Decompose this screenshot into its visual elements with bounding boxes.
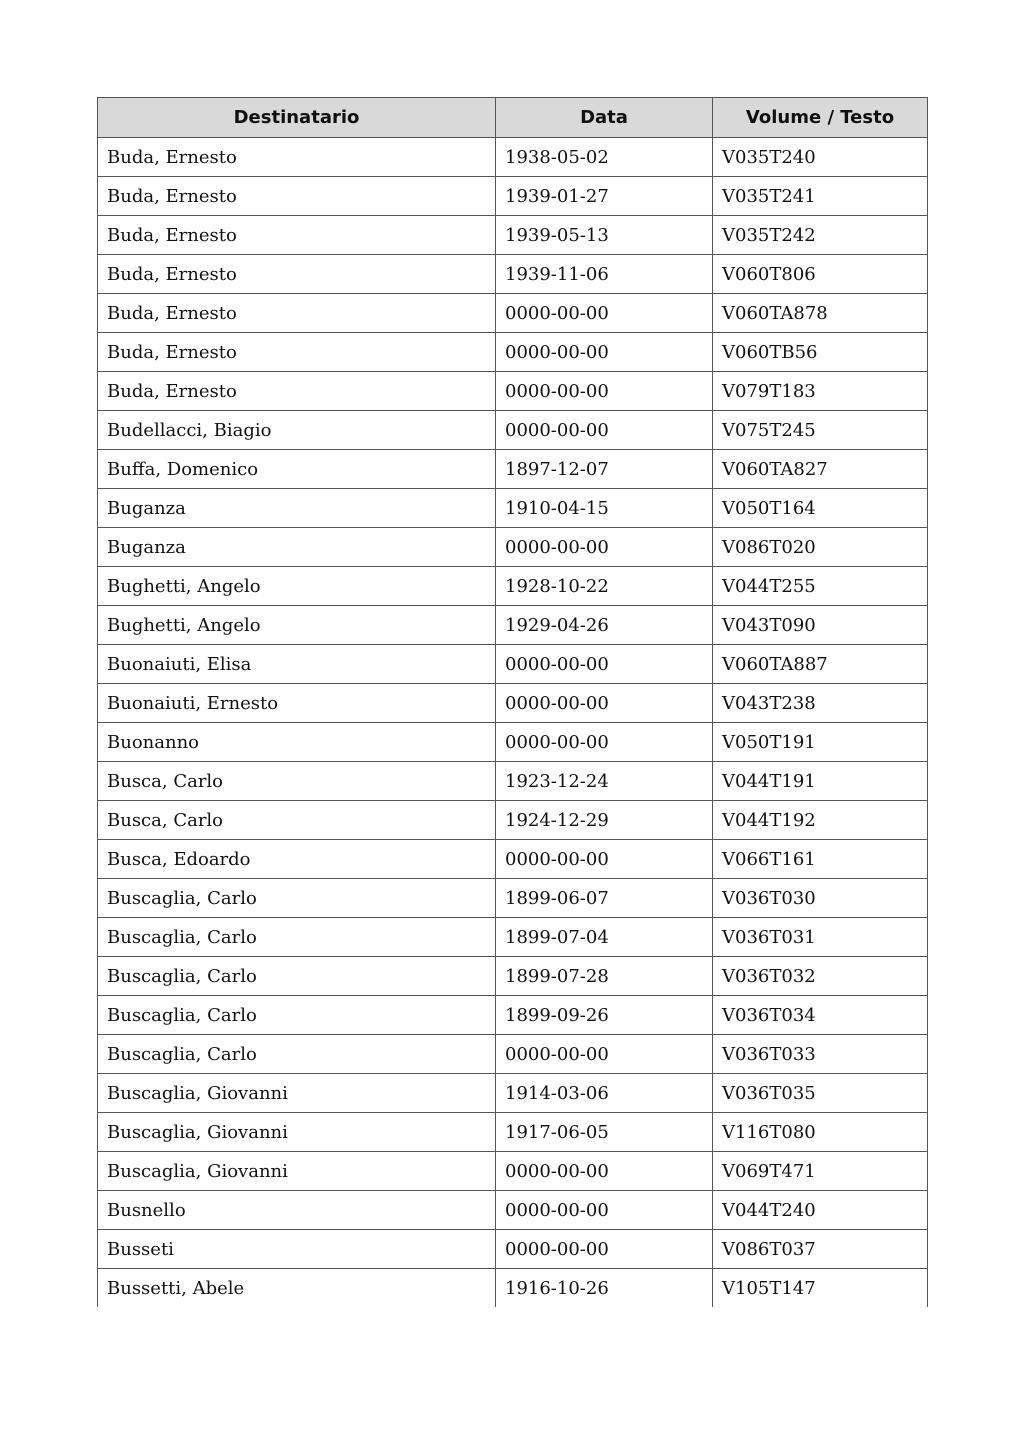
date-cell: 1939-11-06 (496, 255, 713, 294)
recipient-cell: Buda, Ernesto (98, 294, 496, 333)
recipient-cell: Bughetti, Angelo (98, 567, 496, 606)
table-row (98, 450, 928, 489)
recipient-cell: Buda, Ernesto (98, 138, 496, 177)
table-row (98, 684, 928, 723)
table-row (98, 918, 928, 957)
table-row (98, 333, 928, 372)
volume-text-cell: V050T164 (713, 489, 928, 528)
volume-text-cell: V060T806 (713, 255, 928, 294)
date-cell: 1938-05-02 (496, 138, 713, 177)
volume-text-cell: V075T245 (713, 411, 928, 450)
date-cell: 1929-04-26 (496, 606, 713, 645)
date-cell: 1939-05-13 (496, 216, 713, 255)
volume-text-cell: V035T242 (713, 216, 928, 255)
recipient-cell: Buda, Ernesto (98, 255, 496, 294)
recipient-cell: Bussetti, Abele (98, 1269, 496, 1308)
recipient-cell: Busca, Edoardo (98, 840, 496, 879)
recipient-cell: Buscaglia, Giovanni (98, 1113, 496, 1152)
table-row (98, 138, 928, 177)
header-row (98, 98, 928, 138)
date-cell: 1910-04-15 (496, 489, 713, 528)
recipient-cell: Buonaiuti, Ernesto (98, 684, 496, 723)
volume-text-cell: V036T033 (713, 1035, 928, 1074)
volume-text-cell: V035T240 (713, 138, 928, 177)
recipient-cell: Budellacci, Biagio (98, 411, 496, 450)
header-destinatario: Destinatario (98, 98, 496, 138)
volume-text-cell: V044T255 (713, 567, 928, 606)
volume-text-cell: V044T191 (713, 762, 928, 801)
date-cell: 1924-12-29 (496, 801, 713, 840)
table-row (98, 606, 928, 645)
table-row (98, 879, 928, 918)
recipient-cell: Busca, Carlo (98, 801, 496, 840)
table-row (98, 1269, 928, 1308)
volume-text-cell: V060TB56 (713, 333, 928, 372)
date-cell: 0000-00-00 (496, 372, 713, 411)
table-row (98, 567, 928, 606)
table-row (98, 489, 928, 528)
recipient-cell: Buganza (98, 489, 496, 528)
recipient-cell: Bughetti, Angelo (98, 606, 496, 645)
date-cell: 0000-00-00 (496, 1152, 713, 1191)
recipient-cell: Busseti (98, 1230, 496, 1269)
volume-text-cell: V036T031 (713, 918, 928, 957)
table-row (98, 957, 928, 996)
date-cell: 1899-07-28 (496, 957, 713, 996)
volume-text-cell: V066T161 (713, 840, 928, 879)
date-cell: 0000-00-00 (496, 840, 713, 879)
volume-text-cell: V043T238 (713, 684, 928, 723)
volume-text-cell: V105T147 (713, 1269, 928, 1308)
table-row (98, 996, 928, 1035)
recipient-cell: Busca, Carlo (98, 762, 496, 801)
table-row (98, 1191, 928, 1230)
volume-text-cell: V036T032 (713, 957, 928, 996)
volume-text-cell: V044T192 (713, 801, 928, 840)
recipient-cell: Buscaglia, Giovanni (98, 1152, 496, 1191)
table-row (98, 528, 928, 567)
volume-text-cell: V036T035 (713, 1074, 928, 1113)
date-cell: 1917-06-05 (496, 1113, 713, 1152)
recipient-cell: Buscaglia, Giovanni (98, 1074, 496, 1113)
date-cell: 0000-00-00 (496, 684, 713, 723)
volume-text-cell: V086T037 (713, 1230, 928, 1269)
date-cell: 0000-00-00 (496, 1035, 713, 1074)
recipient-cell: Busnello (98, 1191, 496, 1230)
table-body (98, 138, 928, 1308)
recipient-cell: Buscaglia, Carlo (98, 957, 496, 996)
table-row (98, 1113, 928, 1152)
volume-text-cell: V044T240 (713, 1191, 928, 1230)
recipient-cell: Buscaglia, Carlo (98, 1035, 496, 1074)
volume-text-cell: V036T030 (713, 879, 928, 918)
table-row (98, 1152, 928, 1191)
recipient-cell: Buda, Ernesto (98, 177, 496, 216)
table-row (98, 1035, 928, 1074)
table-row (98, 645, 928, 684)
header-data: Data (496, 98, 713, 138)
volume-text-cell: V079T183 (713, 372, 928, 411)
table-row (98, 1230, 928, 1269)
date-cell: 1899-07-04 (496, 918, 713, 957)
volume-text-cell: V069T471 (713, 1152, 928, 1191)
date-cell: 1923-12-24 (496, 762, 713, 801)
volume-text-cell: V035T241 (713, 177, 928, 216)
date-cell: 1928-10-22 (496, 567, 713, 606)
volume-text-cell: V036T034 (713, 996, 928, 1035)
date-cell: 1914-03-06 (496, 1074, 713, 1113)
recipient-cell: Buffa, Domenico (98, 450, 496, 489)
volume-text-cell: V050T191 (713, 723, 928, 762)
date-cell: 1939-01-27 (496, 177, 713, 216)
table-header (98, 98, 928, 138)
table-row (98, 255, 928, 294)
table-row (98, 1074, 928, 1113)
letters-table (97, 97, 928, 1307)
date-cell: 0000-00-00 (496, 333, 713, 372)
date-cell: 0000-00-00 (496, 1191, 713, 1230)
volume-text-cell: V060TA827 (713, 450, 928, 489)
table-row (98, 294, 928, 333)
header-volume-testo: Volume / Testo (713, 98, 928, 138)
recipient-cell: Buscaglia, Carlo (98, 879, 496, 918)
date-cell: 0000-00-00 (496, 411, 713, 450)
recipient-cell: Buonanno (98, 723, 496, 762)
table-row (98, 762, 928, 801)
recipient-cell: Buscaglia, Carlo (98, 918, 496, 957)
date-cell: 1899-09-26 (496, 996, 713, 1035)
recipient-cell: Buda, Ernesto (98, 216, 496, 255)
volume-text-cell: V116T080 (713, 1113, 928, 1152)
date-cell: 0000-00-00 (496, 294, 713, 333)
recipient-cell: Buda, Ernesto (98, 372, 496, 411)
table-row (98, 177, 928, 216)
table-row (98, 216, 928, 255)
recipient-cell: Buganza (98, 528, 496, 567)
recipient-cell: Buscaglia, Carlo (98, 996, 496, 1035)
table-row (98, 372, 928, 411)
date-cell: 0000-00-00 (496, 528, 713, 567)
table-row (98, 723, 928, 762)
recipient-cell: Buonaiuti, Elisa (98, 645, 496, 684)
volume-text-cell: V086T020 (713, 528, 928, 567)
volume-text-cell: V043T090 (713, 606, 928, 645)
table-row (98, 840, 928, 879)
date-cell: 0000-00-00 (496, 645, 713, 684)
table-row (98, 411, 928, 450)
date-cell: 1916-10-26 (496, 1269, 713, 1308)
recipient-cell: Buda, Ernesto (98, 333, 496, 372)
date-cell: 0000-00-00 (496, 1230, 713, 1269)
date-cell: 1897-12-07 (496, 450, 713, 489)
volume-text-cell: V060TA878 (713, 294, 928, 333)
volume-text-cell: V060TA887 (713, 645, 928, 684)
table-row (98, 801, 928, 840)
date-cell: 0000-00-00 (496, 723, 713, 762)
date-cell: 1899-06-07 (496, 879, 713, 918)
